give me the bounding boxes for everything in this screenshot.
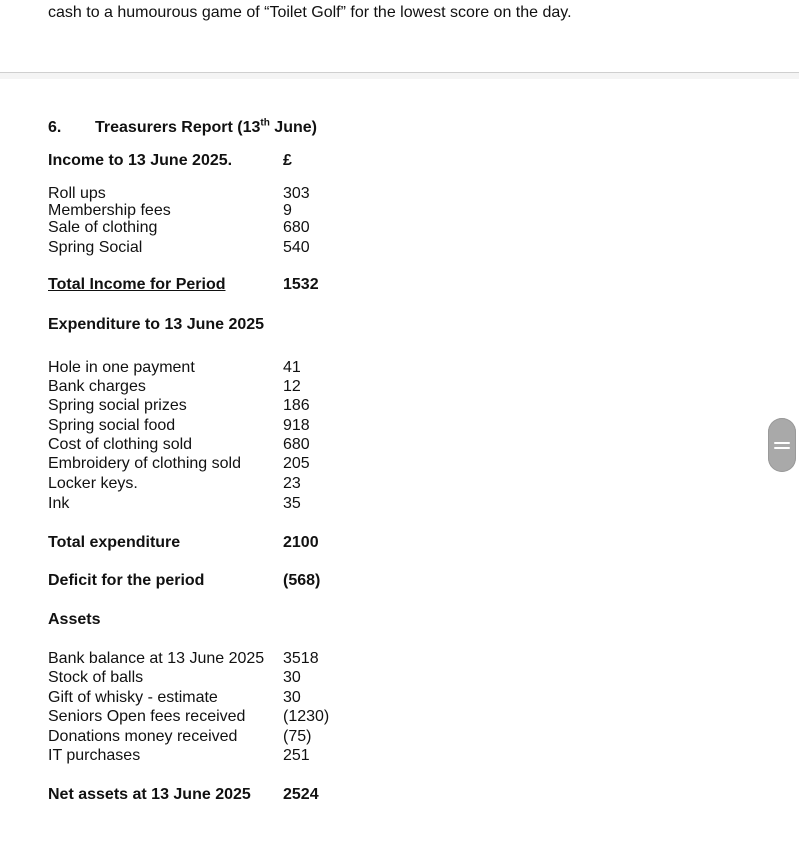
assets-row-label: Gift of whisky - estimate: [48, 689, 218, 706]
assets-row-value: 251: [283, 747, 310, 764]
deficit-value: (568): [283, 572, 321, 589]
assets-row-label: Donations money received: [48, 728, 238, 745]
income-row-label: Roll ups: [48, 185, 106, 202]
total-income-value: 1532: [283, 276, 319, 293]
assets-row-label: IT purchases: [48, 747, 141, 764]
net-assets-value: 2524: [283, 786, 319, 803]
section-title: [95, 118, 317, 138]
expenditure-row-value: 186: [283, 397, 310, 414]
drag-handle-icon: [774, 442, 790, 444]
currency-symbol: £: [283, 152, 292, 169]
total-income-label: Total Income for Period: [48, 276, 226, 293]
income-heading: Income to 13 June 2025.: [48, 152, 233, 169]
assets-row-label: Stock of balls: [48, 669, 144, 686]
assets-row-value: (75): [283, 728, 312, 745]
deficit-label: Deficit for the period: [48, 572, 205, 589]
section-title-superscript: th: [260, 117, 270, 129]
expenditure-heading: Expenditure to 13 June 2025: [48, 316, 265, 333]
expenditure-row-value: 23: [283, 475, 301, 492]
income-row-value: 9: [283, 202, 292, 219]
expenditure-row-value: 918: [283, 417, 310, 434]
income-row-label: Membership fees: [48, 202, 171, 219]
expenditure-row-label: Cost of clothing sold: [48, 436, 193, 453]
expenditure-row-label: Spring social food: [48, 417, 176, 434]
assets-row-label: Bank balance at 13 June 2025: [48, 650, 265, 667]
income-row-value: 540: [283, 239, 310, 256]
total-expenditure-value: 2100: [283, 534, 319, 551]
expenditure-row-label: Spring social prizes: [48, 397, 187, 414]
assets-row-label: Seniors Open fees received: [48, 708, 246, 725]
drag-handle-icon: [774, 447, 790, 449]
assets-row-value: 30: [283, 689, 301, 706]
assets-row-value: 30: [283, 669, 301, 686]
expenditure-row-value: 41: [283, 359, 301, 376]
assets-row-value: 3518: [283, 650, 319, 667]
assets-row-value: (1230): [283, 708, 330, 725]
scrollbar-handle[interactable]: [768, 418, 796, 472]
expenditure-row-value: 205: [283, 455, 310, 472]
expenditure-row-value: 35: [283, 495, 301, 512]
income-row-value: 303: [283, 185, 310, 202]
income-row-value: 680: [283, 219, 310, 236]
total-expenditure-label: Total expenditure: [48, 534, 181, 551]
previous-page: [0, 0, 799, 73]
section-title-end: June): [269, 119, 317, 136]
expenditure-row-label: Ink: [48, 495, 70, 512]
income-row-label: Spring Social: [48, 239, 143, 256]
page-gap: [0, 73, 799, 79]
net-assets-label: Net assets at 13 June 2025: [48, 786, 251, 803]
section-title-text: Treasurers Report (13: [95, 119, 261, 136]
income-row-label: Sale of clothing: [48, 219, 158, 236]
expenditure-row-value: 12: [283, 378, 301, 395]
expenditure-row-value: 680: [283, 436, 310, 453]
expenditure-row-label: Embroidery of clothing sold: [48, 455, 241, 472]
expenditure-row-label: Locker keys.: [48, 475, 138, 492]
expenditure-row-label: Bank charges: [48, 378, 146, 395]
expenditure-row-label: Hole in one payment: [48, 359, 195, 376]
assets-heading: Assets: [48, 611, 101, 628]
previous-page-text: cash to a humourous game of “Toilet Golf” for the lowest score on the day.: [48, 4, 572, 21]
section-number: 6.: [48, 119, 62, 136]
